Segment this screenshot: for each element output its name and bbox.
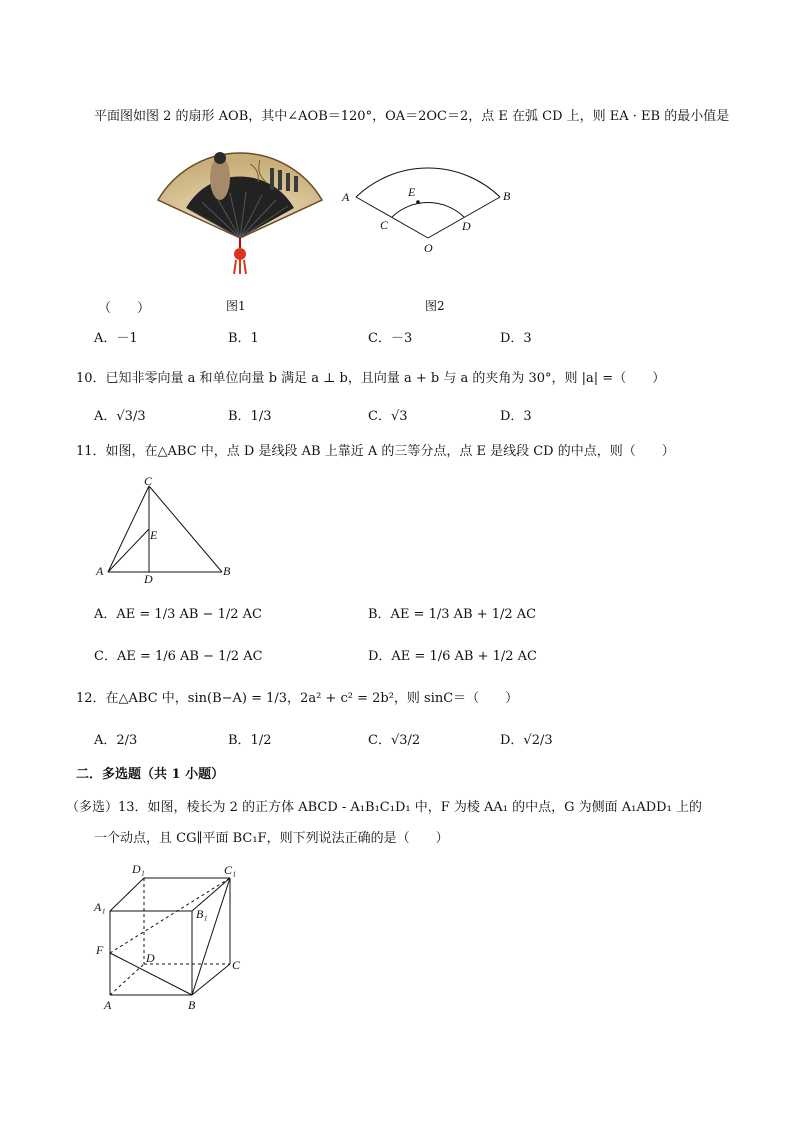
- sector-diagram: [338, 145, 518, 260]
- figure1-caption: 图1: [226, 299, 246, 313]
- q11-option-a: A．AE = 1/3 AB − 1/2 AC: [94, 607, 262, 622]
- cube-diagram: [92, 860, 262, 1015]
- q12-option-a: A．2/3: [94, 733, 138, 748]
- q9-paren: （ ）: [98, 301, 151, 316]
- label-O: O: [424, 241, 433, 255]
- label-D1: D₁: [132, 862, 145, 876]
- label-A1: A₁: [94, 900, 106, 914]
- q10-option-b: B．1/3: [228, 409, 272, 424]
- section-title: 二．多选题（共 1 小题）: [76, 767, 225, 782]
- q9-option-c: C．－3: [368, 331, 413, 346]
- q10-text: 10．已知非零向量 a 和单位向量 b 满足 a ⊥ b，且向量 a + b 与 a 的夹角为 30°，则 |a| =（ ）: [76, 371, 666, 386]
- q10-option-c: C．√3: [368, 409, 408, 424]
- triangle-diagram: [92, 475, 242, 585]
- q9-option-a: A．－1: [94, 331, 138, 346]
- label-E: E: [150, 528, 158, 542]
- label-D: D: [144, 572, 153, 585]
- label-F: F: [96, 943, 104, 957]
- q12-option-c: C．√3/2: [368, 733, 421, 748]
- figure2-caption: 图2: [425, 299, 445, 313]
- q11-text: 11．如图，在△ABC 中，点 D 是线段 AB 上靠近 A 的三等分点，点 E 是线段 CD 的中点，则（ ）: [76, 444, 675, 459]
- label-C1: C₁: [224, 863, 237, 877]
- label-D: D: [146, 951, 155, 965]
- q12-text: 12．在△ABC 中，sin(B−A) = 1/3，2a² + c² = 2b²，则 sinC＝（ ）: [76, 691, 519, 706]
- label-B1: B₁: [196, 907, 208, 921]
- q12-option-d: D．√2/3: [500, 733, 553, 748]
- q13-line1: （多选）13．如图，棱长为 2 的正方体 ABCD - A₁B₁C₁D₁ 中，F 为棱 AA₁ 的中点，G 为侧面 A₁ADD₁ 上的: [66, 800, 702, 815]
- label-B: B: [503, 189, 511, 203]
- q11-option-d: D．AE = 1/6 AB + 1/2 AC: [368, 649, 538, 664]
- q10-option-a: A．√3/3: [94, 409, 146, 424]
- label-A: A: [96, 564, 104, 578]
- q11-option-c: C．AE = 1/6 AB − 1/2 AC: [94, 649, 263, 664]
- q12-option-b: B．1/2: [228, 733, 272, 748]
- label-B: B: [188, 998, 196, 1012]
- q10-option-d: D．3: [500, 409, 532, 424]
- label-E: E: [408, 185, 416, 199]
- q13-line2: 一个动点，且 CG∥平面 BC₁F，则下列说法正确的是（ ）: [94, 831, 449, 846]
- label-A: A: [342, 190, 350, 204]
- label-C: C: [144, 475, 153, 488]
- q9-option-d: D．3: [500, 331, 532, 346]
- label-C: C: [380, 218, 389, 232]
- label-B: B: [223, 564, 231, 578]
- q11-option-b: B．AE = 1/3 AB + 1/2 AC: [368, 607, 537, 622]
- q9-option-b: B．1: [228, 331, 259, 346]
- fan-image: [150, 140, 330, 275]
- label-D: D: [462, 219, 471, 233]
- label-C: C: [232, 958, 241, 972]
- label-A: A: [104, 998, 112, 1012]
- q9-text: 平面图如图 2 的扇形 AOB，其中∠AOB＝120°，OA＝2OC＝2，点 E 在弧 CD 上，则 EA · EB 的最小值是: [94, 109, 730, 124]
